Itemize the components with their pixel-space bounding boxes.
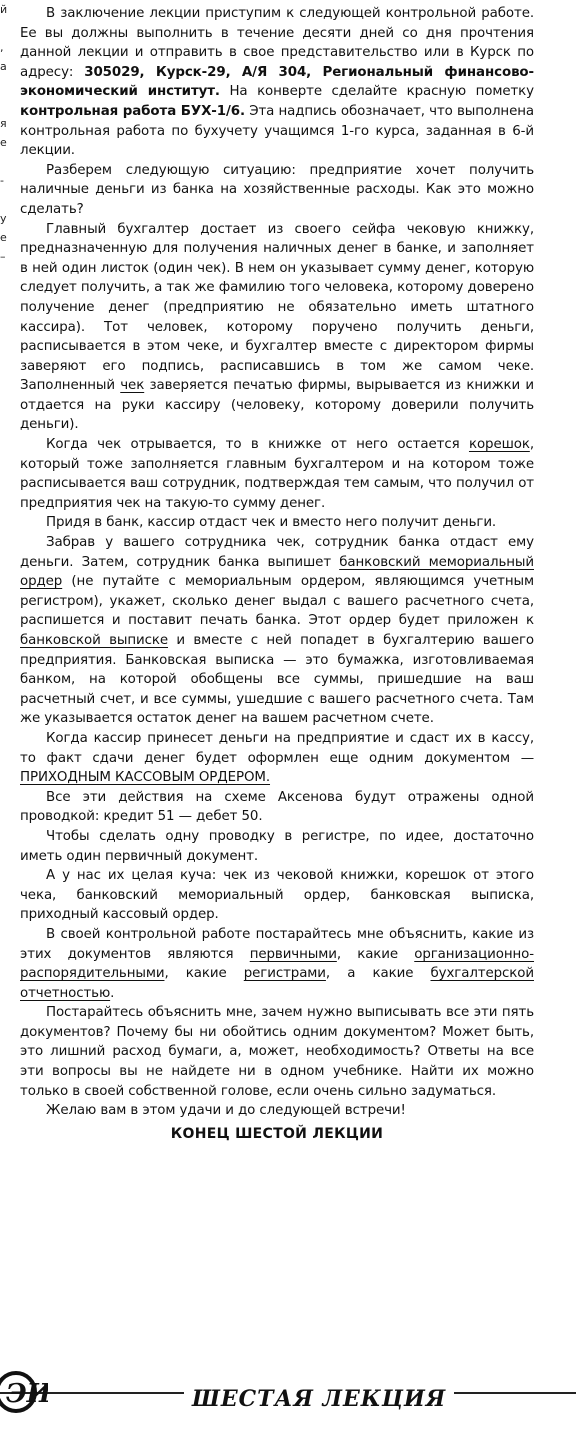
paragraph-p4: [20, 435, 534, 513]
text-run: Постарайтесь объяснить мне, зачем нужно выписывать все эти пять документов? Почему бы ни обойтись одним документом? Может быть, это лишний расход бумаги, а, может, необходимость? Ответы на все эти вопросы вы не найдете ни в одном учебнике. Найти их можно только в своей собственной голове, если очень сильно задуматься.: [20, 1005, 534, 1099]
underlined-term: регистрами: [243, 966, 326, 982]
paragraph-p5: [20, 513, 534, 533]
margin-fragment: [0, 95, 12, 114]
text-run: В своей контрольной работе постарайтесь мне объяснить, какие из этих документов являются: [20, 926, 534, 962]
underlined-term: организационно-распорядительными: [20, 946, 535, 982]
text-run: , какие: [164, 966, 244, 982]
margin-fragment: е: [0, 231, 7, 244]
text-run: Забрав у вашего сотрудника чек, сотрудник банка отдаст ему деньги. Затем, сотрудник банка выпишет: [20, 535, 534, 570]
text-run: и вместе с ней попадет в бухгалтерию вашего предприятия. Банковская выписка — это бумажка, изготовливаемая банком, на которой обобщены все суммы, пришедшие на ваш расчетный счет, и все суммы, ушедшие с вашего расчетного счета. Там же указывается остаток денег на вашем расчетном счете.: [20, 633, 534, 727]
margin-fragment: [0, 152, 12, 171]
text-run: Придя в банк, кассир отдаст чек и вместо него получит деньги.: [46, 515, 497, 531]
text-run: (не путайте с мемориальным ордером, являющимся учетным регистром), укажет, сколько денег выдал с вашего расчетного счета, распишется и поставит печать банка. Этот ордер будет приложен к: [20, 574, 534, 629]
left-margin-fragments: [0, 0, 12, 1340]
text-run: , который тоже заполняется главным бухгалтером и на котором тоже расписывается ваш сотрудник, подтверждая тем самым, что получил от предприятия чек на такую-то сумму денег.: [20, 437, 534, 511]
text-run: Чтобы сделать одну проводку в регистре, по идее, достаточно иметь один первичный документ.: [20, 828, 534, 864]
paragraph-p6: [20, 533, 534, 729]
text-run: На конверте сделайте красную пометку: [219, 84, 534, 100]
underlined-term: чек: [120, 378, 145, 394]
paragraph-list: [20, 4, 534, 1121]
text-run: , какие: [336, 946, 415, 962]
underlined-term: корешок: [468, 437, 530, 453]
underlined-term: бухгалтерской отчетностью: [20, 966, 534, 1001]
text-run: А у нас их целая куча: чек из чековой книжки, корешок от этого чека, банковский мемориальный ордер, банковская выписка, приходный кассовый ордер.: [20, 868, 534, 923]
margin-fragment: е: [0, 136, 7, 149]
paragraph-p13: [20, 1101, 534, 1121]
margin-fragment: –: [0, 250, 6, 263]
text-run: .: [110, 985, 115, 1001]
margin-fragment: ,: [0, 41, 4, 54]
text-run: заверяется печатью фирмы, вырывается из книжки и отдается на руки кассиру (человеку, которому доверили получить деньги).: [20, 378, 534, 433]
text-run: В заключение лекции приступим к следующей контрольной работе. Ее вы должны выполнить в течение десяти дней со дня прочтения данной лекции и отправить в свое представительство или в Курск по адресу:: [20, 6, 534, 80]
paragraph-p11: [20, 925, 534, 1003]
underlined-term: ПРИХОДНЫМ КАССОВЫМ ОРДЕРОМ.: [20, 770, 271, 786]
underlined-term: первичными: [249, 946, 337, 962]
margin-fragment: у: [0, 212, 7, 225]
paragraph-p3: [20, 220, 534, 436]
paragraph-p2: [20, 161, 534, 220]
margin-fragment: [0, 76, 12, 95]
paragraph-p10: [20, 866, 534, 925]
underlined-term: банковской выписке: [20, 633, 169, 648]
text-run: Эта надпись обозначает, что выполнена контрольная работа по бухучету учащимся 1-го курса, заданная в 6-й лекции.: [20, 103, 534, 159]
paragraph-p8: [20, 788, 534, 827]
paragraph-p12: [20, 1003, 534, 1101]
margin-fragment: я: [0, 117, 7, 130]
text-run: Главный бухгалтер достает из своего сейфа чековую книжку, предназначенную для получения наличных денег в банке, и заполняет в ней один листок (один чек). В нем он указывает сумму денег, которую следует получить, а так же фамилию того человека, которому доверено получение денег (предприятию не обязательно иметь штатного кассира). Тот человек, которому поручено получить деньги, расписывается в этом чеке, и бухгалтер вместе с директором фирмы заверяют его подпись, расписавшись в том же самом чеке. Заполненный: [20, 221, 534, 394]
paragraph-p1: [20, 4, 534, 161]
bold-text: контрольная работа БУХ-1/6.: [20, 103, 245, 119]
text-run: Разберем следующую ситуацию: предприятие хочет получить наличные деньги из банка на хозяйственные расходы. Как это можно сделать?: [20, 162, 534, 217]
margin-fragment: -: [0, 174, 4, 187]
footer-section-title: ШЕСТАЯ ЛЕКЦИЯ: [184, 1386, 454, 1412]
lecture-ending: КОНЕЦ ШЕСТОЙ ЛЕКЦИИ: [170, 1125, 384, 1142]
text-run: Когда кассир принесет деньги на предприятие и сдаст их в кассу, то факт сдачи денег будет оформлен еще одним документом —: [20, 730, 534, 766]
text-run: , а какие: [325, 966, 431, 982]
rfei-logo-icon: [0, 1368, 48, 1414]
margin-fragment: й: [0, 3, 8, 16]
logo-text: ЭИ: [6, 1379, 48, 1409]
text-run: Все эти действия на схеме Аксенова будут отражены одной проводкой: кредит 51 — дебет 50.: [20, 789, 534, 825]
margin-fragment: [0, 19, 12, 38]
text-run: Желаю вам в этом удачи и до следующей встречи!: [46, 1103, 406, 1119]
paragraph-p9: [20, 827, 534, 866]
text-run: Когда чек отрывается, то в книжке от него остается: [46, 437, 469, 453]
margin-fragment: а: [0, 60, 7, 73]
underlined-term: банковский мемориальный ордер: [20, 554, 534, 590]
bold-text: 305029, Курск-29, А/Я 304, Региональный финансово-экономический институт.: [20, 64, 534, 100]
margin-fragment: [0, 190, 12, 209]
lecture-text: [20, 4, 534, 1144]
paragraph-p7: [20, 729, 534, 788]
